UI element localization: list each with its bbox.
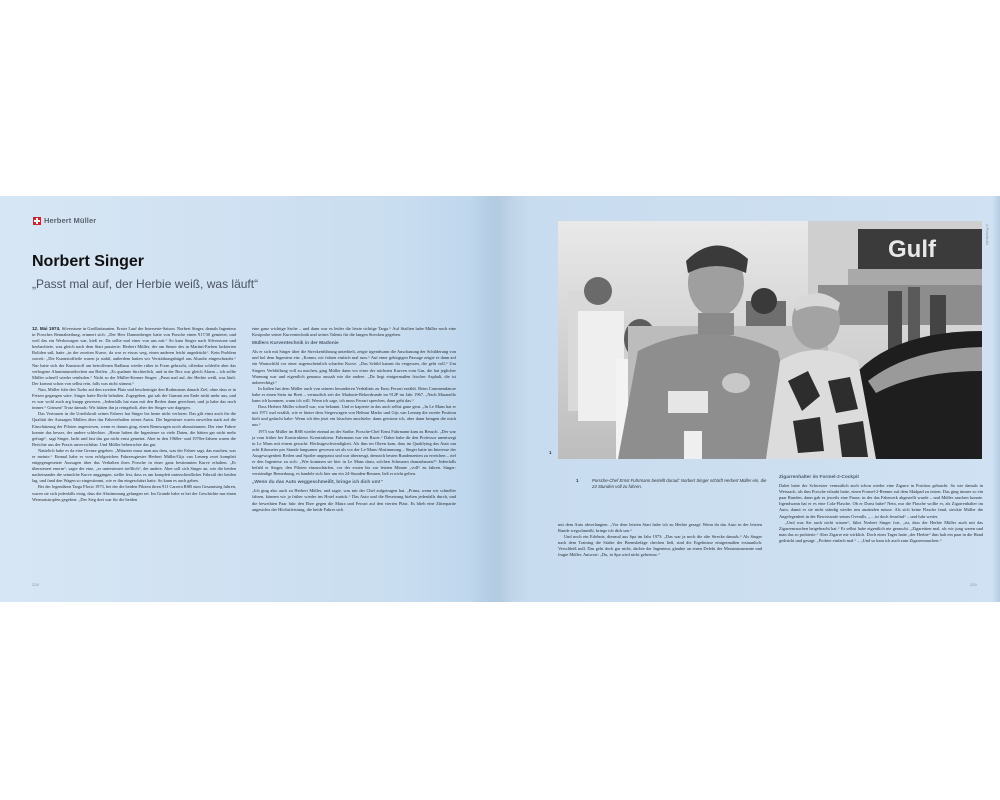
paragraph: 1973 war Müller im RSR wieder einmal an der Sarthe. Porsche-Chef Ernst Fuhrmann kam zu Besuch. „Der war ja vom früher her Konstrukteur. Konstrukteur. Fuhrmann war ein Racer.“ Daher habe dir den Professor unentwegt in Le Mans mit einem gesucht: Höchstgeschwindigkeit. Als ihm im Ohren kam, dass im Qualifying das Auto um acht Kilometer pro Stunde langsamer gewesen sei als vor der Le-Mans-Abstimmung – Singer hatte im Interesse der Ausgewogenheit Reifen und Spoiler angepasst und war überzeugt, dennoch besten Rundenzeiten zu erreichen – rief er den Ingenieur zu sich: „Wie kommen sie hier in Le Mans dazu, solchen Schmarrn dranzubauen?“ Jedenfalls befahl er Singer, den Piloten einzuschärfen, vor der ersten bis zur letzten Minute „voll“ zu fahren. Singer: verständige Bemerkung, es handele sich hier um ein 24-Stunden-Rennen, ließ er nicht gelten. xyxy=(252,428,456,477)
paragraph xyxy=(32,326,236,387)
text-column-3 xyxy=(558,522,762,566)
text-column-4 xyxy=(779,472,983,566)
gulf-sign: Gulf xyxy=(888,236,936,263)
text-column-2 xyxy=(252,326,456,563)
brand-name: Herbert Müller xyxy=(44,216,97,225)
caption-number: 1 xyxy=(576,478,579,483)
paragraph: Dass Herbert Müller schnell war, war bekannt. Und er kapierte in das auch selbst ganz gern. „In Le Mans hat er mit 1971 mal erzählt, wie er hinter dem Siegerwagen von Helmut Marko und Gijs van Lennep die zweite Position hielt und gedacht habe: Wenn ich den jetzt ein bisschen anschiebe, dann gewinne ich, aber dann bringen die mich um.“ xyxy=(252,404,456,428)
photo-singer-mueller xyxy=(558,221,982,459)
subheading: Zigarrenhalter im Formel-2-Cockpit xyxy=(779,475,859,480)
book-spread xyxy=(0,196,1000,602)
section-brand xyxy=(33,216,96,225)
paragraph: In Italien hat dem Müller auch von seinem besonderen Verhältnis zu Enzo Ferrari erzählt. Beim Commendatore habe er einen Stein im Brett – vermutlich seit der Madonie-Rekordrunde im 912P im Jahr 1967. „Nach Maranello kann ich kommen, wann ich will. Wenn ich sage, ich muss Ferrari sprechen, dann geht das.“ xyxy=(252,385,456,404)
paragraph: „Und was Sie auch nicht wissen“, führt Norbert Singer fort, „ist, dass der Herbie Müller auch mit das Zigarrenrauchen beigebracht hat.“ Er selbst habe eigentlich nie geraucht. „Zigarettten mal, als wir jung waren und man das so probierte.“ Aber Zigarre nie wirklich. Doch eines Tages hatte „der Herbie“ ihm halt ein paar in die Hand gedrückt und gesagt: „Probier einfach mal.“ – „Und so kam ich auch zum Zigarrenrauchen.“ xyxy=(779,519,983,543)
paragraph: Und noch ein Erlebnis, diesmal aus Spa im Jahr 1973: „Das war ja noch die alte Strecke damals.“ Als Singer nach dem Training die Stärke der Bremsbeläge checken ließ, sind die Ergebnisse einigermaßen erstaunlich: Verschleiß null. Das geht doch gar nicht, dachte der Ingenieur, glaubte an einen Defekt der Messinstrumente und fragte Müller. Antwort: „Du, in Spa wird nicht gebremst.“ xyxy=(558,534,762,558)
subheading: Müllers Kurventechnik in der Madonie xyxy=(252,341,339,347)
paragraph: „Ich ging also auch zu Herbert Müller, und sagte, was mir der Chef aufgetragen hat. „Prima, wenn wir schneller fahren, können wir ja früher wieder ins Hotel zurück.“ Das Auto und die Besetzung hielten jedenfalls durch, und die beweihten Paar fuhr den Ehre gegen die Matra und Ferrari auf den vierten Platz. Es blieb eine Zitterpartie angesichts der Höchstleistung, die beide Fahrer sich xyxy=(252,488,456,512)
paragraph: Natürlich habe es da eine Grenze gegeben. „Mitunter muss man aus dem, was der Fahrer sagt, das machen, was er meinte.“ Einmal habe er vom erfolgreichen Fahrzeugtester Herbert Müller/Gijs van Lennep zwei komplett entgegengesetzte Aussagen über das Verhalten ihres Porsche in einer ganz bestimmten Kurve erhalten. „Er übersteuert enorm“, sagte der eine, „er untersteuert trefflich“, der andere. Aber soll sich Singer an, wie die beiden nacheinander die seinnlche Kurve anggingen, stellte fest, dass es um komplett unterschiedlicher Fahrstil der beiden lag, und fand den Wagen so eingestimmt, wie er ihn eingeschätzt hatte. So kann es auch gehen. xyxy=(32,447,236,484)
paragraph: Dabei hatte der Schweizer vermutlich auch schon wieder eine Zigarre in Position gebracht. So wie damals in Weissach, als ihm Porsche erlaubt hatte, einen Formel-2-Renner auf dem Skidpad zu testen. Das ging immer so ein paar Runden, dann gab es jeweils eine Pause, in der das Fahrwerk abgestellt wurde – und Müller rauchen konnte. Irgendwann hat er es eine Cola-Flasche. Ob er Durst habe? Nein, nur die Flasche wollte er, als Zigarrenhalter im Auto, damit er sie nicht ständig wieder neu anzünden müsse. Als sich keine Flasche fand, strickte Müller die Angelegenheit in der Beweisstufe seines Overalls. „…ist doch fesselnd“ – und fuhr weiter. xyxy=(779,483,983,519)
paragraph: mit dem Auto abverlangten. „Vor dem letzten Start habe ich zu Herbie gesagt: Wenn du das Auto in der letzten Runde wegschmeißt, bringe ich dich um.“ xyxy=(558,522,762,534)
photo-caption: Porsche-Chef Ernst Fuhrmann bestellt darauf: Norbert Singer schärft Herbert Müller ein, die 24 Stunden voll zu fahren. xyxy=(592,478,767,490)
page-number-right: 229 xyxy=(970,582,977,587)
paragraph-text: Silverstone in Großbritannien. Erster Lauf der Interserie-Saison. Norbert Singer, damals Ingenieur in Porsches Rennabteilung, erinnert sich: „Der Herr Dannenberger hatte von Porsche einen 917/30 gemietet, und weil das ein Werkswagen war, kieß es: Da sollte mal einer von uns mit.“ So kam Singer nach Silverstone und beobachtete, was gleich nach dem Start passierte: Herbert Müller, der am Steuer des in Martini-Farben lackierten Boliden saß, hatte „in der zweiten Kurve, da war er etwas weg, einen anderen leicht angedrückt“. Kein Problem soweit: „Die Kunststoffteile waren ja stabil, außerdem hatten wir Verstärkungsbügel aus Alurohr eingeschraubt.“ Nur hatte sich der Kunststoff am betroffenen Radhaus wieder rüber in Form gebracht, offenbar schleifte aber das verbogene Aluminiumröhrchen am Reifen. „Es qualmte fürchterlich, und in der Box war gleich Alarm – ich sollte Müller schnell wieder reinholen.“ Nicht so der Müller-Kenner Singer: „Passt mal auf, der Herbie weiß, was läuft. Der kommt schon von selbst rein, falls was nicht stimmt.“ xyxy=(32,326,236,386)
paragraph: Bei der legendären Targa Florio 1973, bei der die beiden Piloten ihren 911 Carrera RSR zum Gesamtsieg fuhren, waren sie sich jedenfalls einig, dass die Abstimmung gelungen sei. Im Grunde habe es bei der Geschichte nur einen Wermutstropfen gegeben: „Der Sieg dort war für die beiden xyxy=(32,484,236,502)
lead-date: 12. Mai 1974. xyxy=(32,326,61,331)
photo-number: 1 xyxy=(549,450,552,455)
swiss-flag-icon xyxy=(33,217,41,225)
paragraph: Nun, Müller fuhr den Turbo auf den zweiten Platz und bescheinigte den Rothmanns danach Ziel, ohne dass er in Fetzen gegangen wäre. Singer hatte Recht behalten. Zugegeben, gut sah der Gummi am Ende nicht mehr aus, und es war wohl auch arg knapp gewesen. „Jedenfalls hat man mit den Reifen dann gerechnet, und ja habe das noch immer.“ Grinsen! Trotz damals: Wir hätten ihn ja reingeholt, aber der Singer war dagegen. xyxy=(32,386,236,411)
text-column-1 xyxy=(32,326,236,563)
paragraph: Das Vertrauen in die Urteilskraft seines Fahrers hat Singer bis heute nicht verloren. Das gilt einst auch für die Qualität der Aussagen Müllers über das Fahrverhalten seines Autos. Die Ingenieure waren zuweilen stark auf die Einschätzung der Piloten angewiesen, wenn es darum ging, einen Rennwagen noch abzustimmen. Der eine Fahrer konnte das besser, der andere schlechter. „Heute haben die Ingenieure so viele Daten, die hätten gar nicht mehr gefragt“, sagt Singer, lacht und fast das gar nicht ernst gemeint. Aber in den 1960er- und 1970er-Jahren waren die Berichte aus der Praxis unverzichtbar. Und Müller beherrschte das gut. xyxy=(32,411,236,447)
page-gutter xyxy=(470,196,530,602)
paragraph: Als er sich mit Singer über die Streckenführung unterhielt, zeigte irgendwann die Anschauung der Schilderung von und hol dem Ingenieur ein: „Komm, wir fahren einfach mal rum.“ Auf einer gebirgigen Passage zeigte er dann auf ein Warnschild vor einer augenscheinlich scharfen Kurve. „Das Schild kannst du vergessen, die geht voll.“ Um Singers Verblüffung voll zu machen, ging Müller dann vor einer der nächsten Kurven vom Gas, die hat jeglicher Warnung war und eigentlich genauso aussah wie die andere. „Da liegt einigermaßen frischer Asphalt, die ist unberechtigt.“ xyxy=(252,349,456,385)
photo-image xyxy=(558,221,982,459)
subheading: „Wenn du das Auto weggeschmeißt, bringe ich dich um!“ xyxy=(252,480,383,486)
article-title: Norbert Singer xyxy=(32,253,145,270)
article-subtitle: „Passt mal auf, der Herbie weiß, was läuft“ xyxy=(32,277,259,291)
photo-credit: ©Porsche AG xyxy=(985,224,989,246)
page-number-left: 228 xyxy=(32,582,39,587)
paragraph: eine ganz wichtige Sache – und dann war es leider die letzte richtige Targa.“ Auf Sizilien habe Müller noch eine Kostprobe seiner Kurventechnik und seines Talents für die langen Strecken gegeben. xyxy=(252,326,456,338)
page-edge xyxy=(992,196,1000,602)
